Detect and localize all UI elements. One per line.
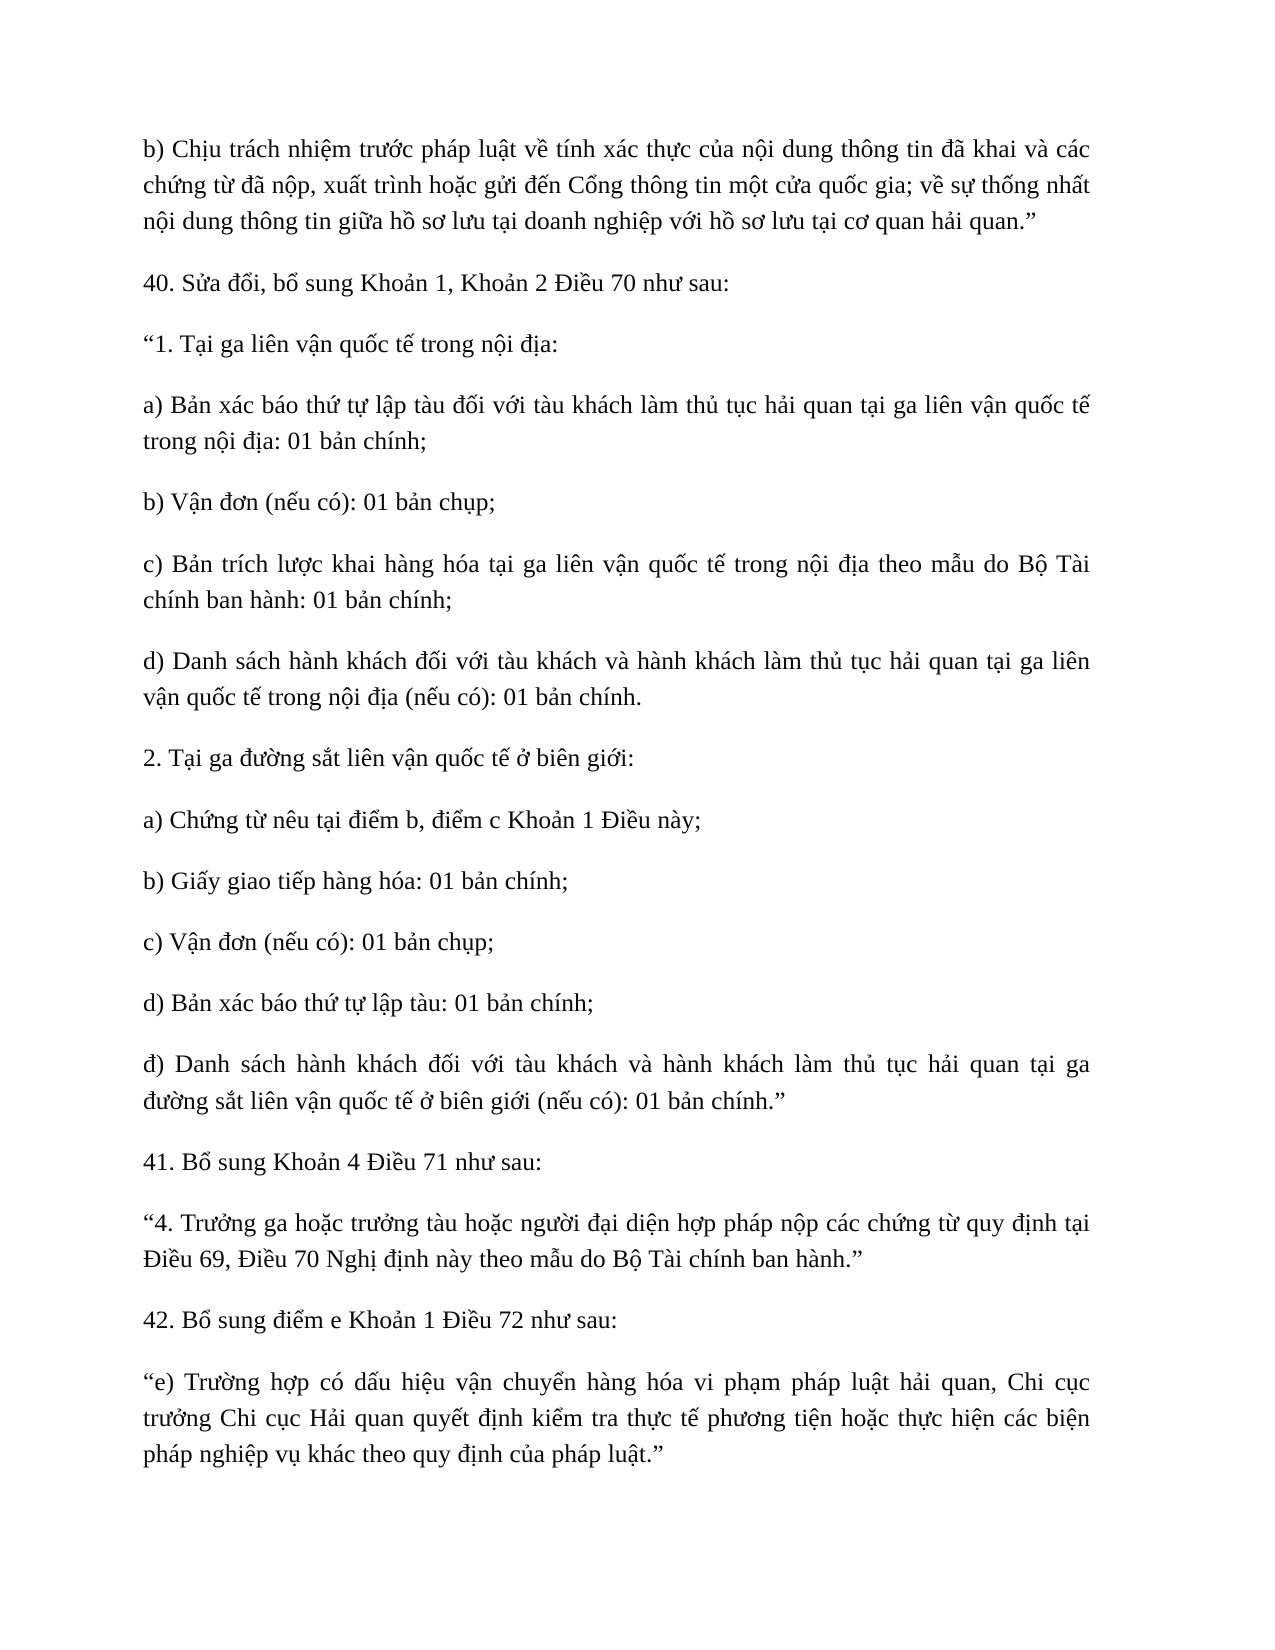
paragraph-clause-1-d: d) Danh sách hành khách đối với tàu khách và hành khách làm thủ tục hải quan tại ga liên vận quốc tế trong nội địa (nếu có): 01 bản chính. (143, 646, 1090, 712)
paragraph-clause-2-d: d) Bản xác báo thứ tự lập tàu: 01 bản chính; (143, 988, 594, 1018)
paragraph-clause-72-1-e: “e) Trường hợp có dấu hiệu vận chuyển hàng hóa vi phạm pháp luật hải quan, Chi cục trưởng Chi cục Hải quan quyết định kiểm tra thực tế phương tiện hoặc thực hiện các biện pháp nghiệp vụ khác theo quy định của pháp luật.” (143, 1366, 1090, 1469)
paragraph-item-40: 40. Sửa đổi, bổ sung Khoản 1, Khoản 2 Điều 70 như sau: (143, 267, 730, 297)
paragraph-clause-2-dd: đ) Danh sách hành khách đối với tàu khách và hành khách làm thủ tục hải quan tại ga đường sắt liên vận quốc tế ở biên giới (nếu có): 01 bản chính.” (143, 1049, 1090, 1115)
paragraph-p-70-b: b) Chịu trách nhiệm trước pháp luật về tính xác thực của nội dung thông tin đã khai và các chứng từ đã nộp, xuất trình hoặc gửi đến Cổng thông tin một cửa quốc gia; về sự thống nhất nội dung thông tin giữa hồ sơ lưu tại doanh nghiệp với hồ sơ lưu tại cơ quan hải quan.” (143, 134, 1090, 236)
paragraph-clause-2-b: b) Giấy giao tiếp hàng hóa: 01 bản chính; (143, 865, 569, 895)
paragraph-item-42: 42. Bổ sung điểm e Khoản 1 Điều 72 như sau: (143, 1305, 618, 1335)
paragraph-clause-1-b: b) Vận đơn (nếu có): 01 bản chụp; (143, 487, 496, 517)
paragraph-clause-1-c: c) Bản trích lược khai hàng hóa tại ga liên vận quốc tế trong nội địa theo mẫu do Bộ Tài chính ban hành: 01 bản chính; (143, 548, 1090, 614)
paragraph-clause-1-a: a) Bản xác báo thứ tự lập tàu đối với tàu khách làm thủ tục hải quan tại ga liên vận quốc tế trong nội địa: 01 bản chính; (143, 390, 1090, 456)
paragraph-clause-71-4: “4. Trưởng ga hoặc trưởng tàu hoặc người đại diện hợp pháp nộp các chứng từ quy định tại Điều 69, Điều 70 Nghị định này theo mẫu do Bộ Tài chính ban hành.” (143, 1208, 1090, 1274)
paragraph-item-41: 41. Bổ sung Khoản 4 Điều 71 như sau: (143, 1146, 543, 1176)
document-body (143, 131, 1090, 1472)
paragraph-clause-2-heading: 2. Tại ga đường sắt liên vận quốc tế ở biên giới: (143, 743, 635, 773)
paragraph-clause-2-a: a) Chứng từ nêu tại điểm b, điểm c Khoản 1 Điều này; (143, 804, 702, 834)
paragraph-clause-2-c: c) Vận đơn (nếu có): 01 bản chụp; (143, 927, 495, 957)
paragraph-clause-1-heading: “1. Tại ga liên vận quốc tế trong nội địa: (143, 328, 559, 358)
